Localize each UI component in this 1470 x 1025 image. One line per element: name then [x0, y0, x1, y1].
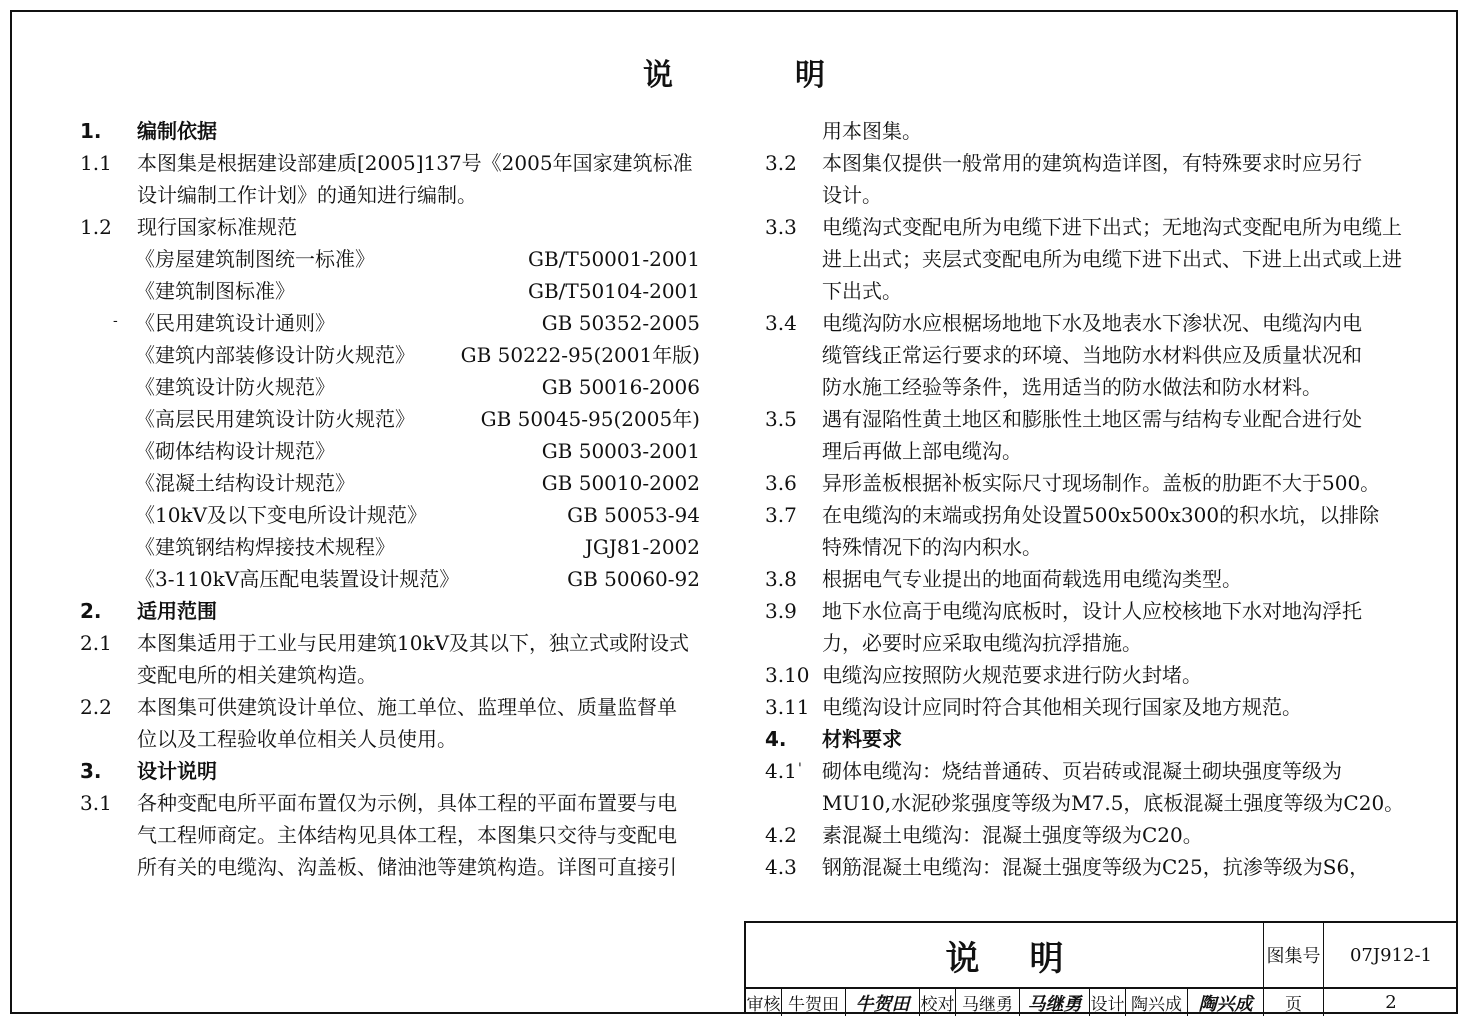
standard-name: 《3-110kV高压配电装置设计规范》: [135, 567, 460, 591]
clause-number: 4.1: [765, 759, 797, 783]
standard-code: GB 50053-94: [567, 503, 700, 527]
clause-number: 3.5: [765, 407, 797, 431]
atlas-number: 07J912-1: [1349, 944, 1432, 966]
text-line: [765, 211, 1405, 243]
standard-name: 《建筑制图标准》: [135, 279, 295, 303]
clause-text: 电缆沟式变配电所为电缆下进下出式；无地沟式变配电所为电缆上: [822, 215, 1402, 239]
standard-name: 《混凝土结构设计规范》: [135, 471, 355, 495]
text-line: [80, 147, 710, 179]
standard-name: 《10kV及以下变电所设计规范》: [135, 503, 428, 527]
standard-row: [80, 499, 710, 531]
standard-row: [80, 531, 710, 563]
clause-number: 4.3: [765, 855, 797, 879]
standard-code: GB 50045-95(2005年): [480, 407, 700, 431]
standard-name: 《民用建筑设计通则》: [135, 311, 335, 335]
clause-text: 设计说明: [137, 759, 217, 783]
text-line: [765, 275, 1405, 307]
standard-name: 《高层民用建筑设计防火规范》: [135, 407, 415, 431]
text-line: [765, 627, 1405, 659]
standard-row: [80, 467, 710, 499]
standard-row: [80, 307, 710, 339]
text-line: [765, 691, 1405, 723]
standard-name: 《建筑内部装修设计防火规范》: [135, 343, 415, 367]
clause-number: 2.: [80, 599, 102, 623]
standard-code: GB 50060-92: [567, 567, 700, 591]
clause-text: 遇有湿陷性黄土地区和膨胀性土地区需与结构专业配合进行处: [822, 407, 1362, 431]
clause-number: 1.: [80, 119, 102, 143]
clause-text: 异形盖板根据补板实际尺寸现场制作。盖板的肋距不大于500。: [822, 471, 1381, 495]
clause-number: 3.: [80, 759, 102, 783]
text-line: [80, 819, 710, 851]
page-title: [0, 50, 1470, 94]
clause-number: 1.2: [80, 215, 112, 239]
text-line: [765, 787, 1405, 819]
section-heading: [80, 755, 710, 787]
clause-number: 3.11: [765, 695, 810, 719]
standard-name: 《房屋建筑制图统一标准》: [135, 247, 375, 271]
text-line: [765, 499, 1405, 531]
reviewer-signature: 牛贺田: [846, 989, 920, 1016]
text-line: [765, 147, 1405, 179]
standard-name: 《建筑钢结构焊接技术规程》: [135, 535, 395, 559]
standard-name: 《建筑设计防火规范》: [135, 375, 335, 399]
clause-number: 2.1: [80, 631, 112, 655]
title-block-signature-row: [746, 987, 1458, 1016]
standard-code: GB 50222-95(2001年版): [460, 343, 700, 367]
check-label: 校对: [920, 989, 956, 1016]
clause-number: 3.6: [765, 471, 797, 495]
standard-name: 《砌体结构设计规范》: [135, 439, 335, 463]
clause-number: 3.9: [765, 599, 797, 623]
text-line: [80, 659, 710, 691]
designer-signature: 陶兴成: [1188, 989, 1264, 1016]
text-line: [765, 179, 1405, 211]
section-heading: [765, 723, 1405, 755]
standard-row: [80, 371, 710, 403]
clause-number: 2.2: [80, 695, 112, 719]
text-line: [765, 339, 1405, 371]
text-line: [80, 851, 710, 883]
clause-text: 防水施工经验等条件，选用适当的防水做法和防水材料。: [822, 375, 1322, 399]
clause-text: 素混凝土电缆沟：混凝土强度等级为C20。: [822, 823, 1203, 847]
section-heading: [80, 595, 710, 627]
title-block-title-char-2: 明: [1029, 938, 1064, 979]
text-line: [765, 307, 1405, 339]
standard-row: [80, 403, 710, 435]
left-column: [80, 115, 710, 883]
standard-row: [80, 275, 710, 307]
standard-code: JGJ81-2002: [584, 535, 700, 559]
text-line: [765, 435, 1405, 467]
text-line: [765, 563, 1405, 595]
clause-text: 钢筋混凝土电缆沟：混凝土强度等级为C25，抗渗等级为S6，: [822, 855, 1370, 879]
clause-text: 电缆沟应按照防火规范要求进行防火封堵。: [822, 663, 1202, 687]
clause-text: 本图集适用于工业与民用建筑10kV及其以下，独立式或附设式: [137, 631, 690, 655]
clause-number: 1.1: [80, 151, 112, 175]
standard-code: GB/T50001-2001: [527, 247, 700, 271]
clause-text: 所有关的电缆沟、沟盖板、储油池等建筑构造。详图可直接引: [137, 855, 677, 879]
text-line: [765, 819, 1405, 851]
clause-text: 本图集是根据建设部建质[2005]137号《2005年国家建筑标准: [137, 151, 693, 175]
standard-row: [80, 339, 710, 371]
margin-mark: -: [113, 313, 118, 329]
design-label: 设计: [1090, 989, 1126, 1016]
text-line: [765, 467, 1405, 499]
text-line: [765, 531, 1405, 563]
clause-number: 3.2: [765, 151, 797, 175]
clause-text: 气工程师商定。主体结构见具体工程，本图集只交待与变配电: [137, 823, 677, 847]
standard-row: [80, 435, 710, 467]
clause-number: 3.3: [765, 215, 797, 239]
clause-text: 本图集可供建筑设计单位、施工单位、监理单位、质量监督单: [137, 695, 677, 719]
clause-text: 理后再做上部电缆沟。: [822, 439, 1022, 463]
section-heading: [80, 115, 710, 147]
clause-text: 现行国家标准规范: [137, 215, 297, 239]
clause-text: 地下水位高于电缆沟底板时，设计人应校核地下水对地沟浮托: [822, 599, 1362, 623]
page-label: 页: [1264, 989, 1324, 1016]
standard-code: GB 50352-2005: [541, 311, 700, 335]
text-line: [765, 851, 1405, 883]
text-line: [80, 787, 710, 819]
title-block: [744, 921, 1458, 1014]
clause-text: MU10,水泥砂浆强度等级为M7.5，底板混凝土强度等级为C20。: [822, 791, 1405, 815]
title-block-title: [746, 923, 1264, 987]
clause-text: 材料要求: [822, 727, 902, 751]
margin-mark: ': [798, 761, 802, 777]
text-line: [80, 179, 710, 211]
standard-code: GB 50010-2002: [541, 471, 700, 495]
clause-text: 设计编制工作计划》的通知进行编制。: [137, 183, 477, 207]
reviewer-name: 牛贺田: [782, 989, 846, 1016]
atlas-number-label: 图集号: [1264, 923, 1324, 987]
text-line: [765, 659, 1405, 691]
clause-number: 3.1: [80, 791, 112, 815]
text-line: [765, 243, 1405, 275]
clause-text: 电缆沟设计应同时符合其他相关现行国家及地方规范。: [822, 695, 1302, 719]
standard-code: GB 50016-2006: [541, 375, 700, 399]
text-line: [80, 211, 710, 243]
clause-text: 进上出式；夹层式变配电所为电缆下进下出式、下进上出式或上进: [822, 247, 1402, 271]
text-line: [765, 115, 1405, 147]
text-line: [80, 691, 710, 723]
clause-text: 各种变配电所平面布置仅为示例，具体工程的平面布置要与电: [137, 791, 677, 815]
clause-number: 3.8: [765, 567, 797, 591]
clause-text: 在电缆沟的末端或拐角处设置500x500x300的积水坑，以排除: [822, 503, 1380, 527]
clause-text: 电缆沟防水应根椐场地地下水及地表水下渗状况、电缆沟内电: [822, 311, 1362, 335]
review-label: 审核: [746, 989, 782, 1016]
text-line: [80, 723, 710, 755]
text-line: [765, 403, 1405, 435]
standard-row: [80, 243, 710, 275]
clause-number: 3.7: [765, 503, 797, 527]
checker-signature: 马继勇: [1020, 989, 1090, 1016]
standard-code: GB/T50104-2001: [527, 279, 700, 303]
clause-number: 3.4: [765, 311, 797, 335]
clause-text: 下出式。: [822, 279, 902, 303]
clause-number: 4.: [765, 727, 787, 751]
clause-text: 编制依据: [137, 119, 217, 143]
clause-number: 4.2: [765, 823, 797, 847]
clause-number: 3.10: [765, 663, 810, 687]
page-title-char-1: 说: [643, 58, 675, 93]
clause-text: 位以及工程验收单位相关人员使用。: [137, 727, 457, 751]
page-number: 2: [1385, 992, 1397, 1013]
standard-row: [80, 563, 710, 595]
title-block-title-char-1: 说: [945, 938, 980, 979]
clause-text: 设计。: [822, 183, 882, 207]
clause-text: 适用范围: [137, 599, 217, 623]
clause-text: 变配电所的相关建筑构造。: [137, 663, 377, 687]
clause-text: 特殊情况下的沟内积水。: [822, 535, 1042, 559]
text-line: [765, 755, 1405, 787]
clause-text: 力，必要时应采取电缆沟抗浮措施。: [822, 631, 1142, 655]
clause-text: 砌体电缆沟：烧结普通砖、页岩砖或混凝土砌块强度等级为: [822, 759, 1342, 783]
checker-name: 马继勇: [956, 989, 1020, 1016]
text-line: [80, 627, 710, 659]
clause-text: 缆管线正常运行要求的环境、当地防水材料供应及质量状况和: [822, 343, 1362, 367]
page-title-char-2: 明: [795, 58, 827, 93]
text-line: [765, 371, 1405, 403]
standard-code: GB 50003-2001: [541, 439, 700, 463]
right-column: [765, 115, 1405, 883]
designer-name: 陶兴成: [1126, 989, 1188, 1016]
clause-text: 用本图集。: [822, 119, 922, 143]
clause-text: 本图集仅提供一般常用的建筑构造详图，有特殊要求时应另行: [822, 151, 1362, 175]
clause-text: 根据电气专业提出的地面荷载选用电缆沟类型。: [822, 567, 1242, 591]
text-line: [765, 595, 1405, 627]
